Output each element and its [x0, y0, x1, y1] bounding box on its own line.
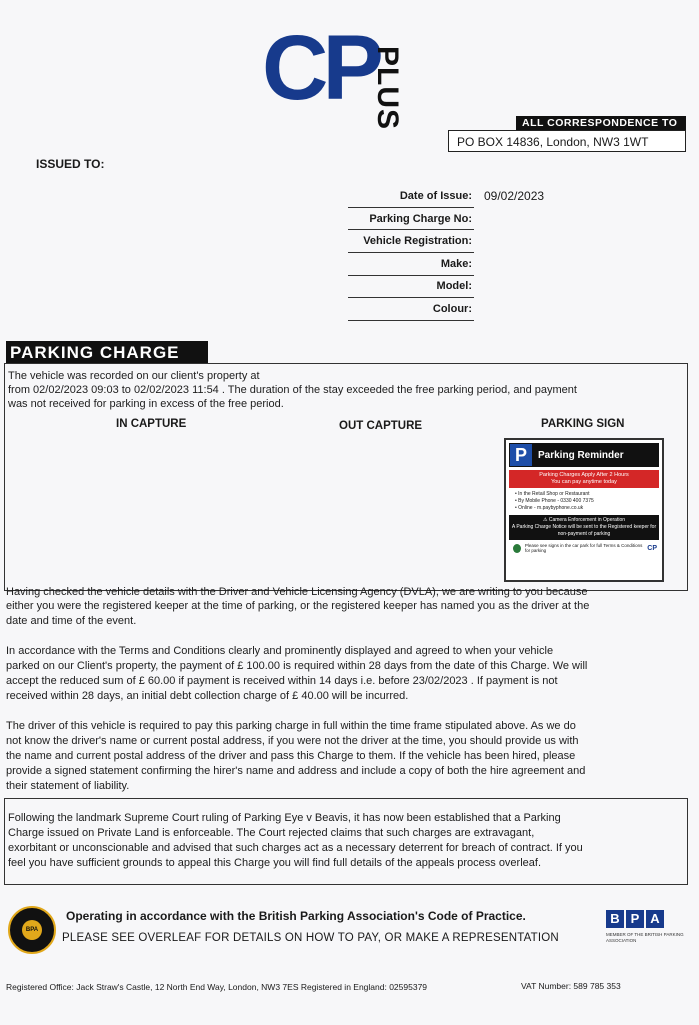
detail-label-charge-no: Parking Charge No:	[369, 213, 472, 225]
bpa-letter: P	[626, 910, 644, 928]
driver-line-1: The driver of this vehicle is required to pay this parking charge in full within the time frame stipulated above. As we do	[6, 720, 576, 732]
detail-divider	[348, 275, 474, 276]
detail-divider	[348, 252, 474, 253]
detail-label-make: Make:	[440, 258, 472, 270]
out-capture-label: OUT CAPTURE	[339, 420, 423, 432]
detail-label-registration: Vehicle Registration:	[363, 235, 472, 247]
recorded-line-3: was not received for parking in excess of the free period.	[8, 398, 284, 410]
sign-charges-line-2: You can pay anytime today	[551, 479, 617, 485]
sign-pay-list	[509, 488, 659, 515]
sign-camera-banner	[509, 515, 659, 540]
parking-charge-heading: PARKING CHARGE	[6, 341, 208, 363]
parking-p-icon: P	[510, 444, 532, 466]
list-item: • Online - m.paybyphone.co.uk	[515, 505, 584, 511]
court-line-1: Following the landmark Supreme Court ruling of Parking Eye v Beavis, it has now been established that a Parking	[8, 812, 561, 824]
detail-label-date: Date of Issue:	[399, 190, 472, 202]
in-capture-label: IN CAPTURE	[116, 418, 187, 430]
sign-header	[509, 443, 659, 467]
parking-sign-label: PARKING SIGN	[541, 418, 625, 430]
sign-footer	[509, 540, 659, 553]
detail-value-date: 09/02/2023	[484, 189, 545, 203]
vat-number: VAT Number: 589 785 353	[521, 981, 621, 991]
terms-line-1: In accordance with the Terms and Conditions clearly and prominently displayed and agreed to when your vehicle	[6, 645, 554, 657]
terms-line-2: parked on our Client's property, the payment of £ 100.00 is required within 28 days from the date of this Charge. We will	[6, 660, 588, 672]
detail-divider	[348, 229, 474, 230]
dvla-line-2: either you were the registered keeper at the time of parking, or the registered keeper has named you as the driver at the	[6, 600, 590, 612]
detail-label-model: Model:	[436, 280, 472, 292]
detail-label-colour: Colour:	[432, 303, 472, 315]
parking-sign-image	[504, 438, 664, 582]
bpa-letter: B	[606, 910, 624, 928]
driver-line-2: not know the driver's name or current postal address, if you were not the driver at the time, you should provide us with	[6, 735, 579, 747]
registered-office: Registered Office: Jack Straw's Castle, 12 North End Way, London, NW3 7ES Registered in England: 02595379	[6, 982, 428, 992]
seal-text: BPA	[22, 920, 42, 940]
sign-footer-text: Please see signs in the car park for full Terms & Conditions for parking	[524, 543, 643, 553]
court-line-3: exorbitant or unconscionable and advised that such charges act as a necessary deterrent for breach of contract. If you	[8, 842, 583, 854]
driver-line-5: their statement of liability.	[6, 780, 130, 792]
bpa-logo	[606, 910, 666, 928]
recorded-line-2: from 02/02/2023 09:03 to 02/02/2023 11:54 . The duration of the stay exceeded the free parking period, and payment	[8, 384, 577, 396]
sign-charges-banner	[509, 470, 659, 488]
logo-letters: CP	[262, 17, 378, 119]
dvla-line-1: Having checked the vehicle details with the Driver and Vehicle Licensing Agency (DVLA), we are writing to you because	[6, 586, 588, 598]
recorded-line-1: The vehicle was recorded on our client's property at	[8, 370, 260, 382]
correspondence-label: ALL CORRESPONDENCE TO	[516, 116, 686, 130]
detail-divider	[348, 297, 474, 298]
list-item: • In the Retail Shop or Restaurant	[515, 491, 590, 497]
court-line-2: Charge issued on Private Land is enforceable. The Court rejected claims that such charges are extravagant,	[8, 827, 535, 839]
logo-sub: PLUS	[371, 46, 404, 131]
sign-cp-logo: CP	[647, 544, 657, 552]
bpa-letter: A	[646, 910, 664, 928]
list-item: • By Mobile Phone - 0330 400 7375	[515, 498, 594, 504]
sign-camera-text: A Parking Charge Notice will be sent to the Registered keeper for non-payment of parking	[511, 524, 657, 537]
terms-line-3: accept the reduced sum of £ 60.00 if payment is received within 14 days i.e. before 23/02/2023 . If payment is not	[6, 675, 558, 687]
bpa-member-text: MEMBER OF THE BRITISH PARKING ASSOCIATION	[606, 932, 684, 943]
correspondence-address: PO BOX 14836, London, NW3 1WT	[448, 130, 686, 152]
detail-divider	[348, 320, 474, 321]
overleaf-instruction: PLEASE SEE OVERLEAF FOR DETAILS ON HOW TO PAY, OR MAKE A REPRESENTATION	[62, 932, 559, 944]
dvla-line-3: date and time of the event.	[6, 615, 137, 627]
terms-line-4: received within 28 days, an initial debt collection charge of £ 40.00 will be incurred.	[6, 690, 409, 702]
sign-camera-title: ⚠ Camera Enforcement in Operation	[542, 517, 626, 523]
driver-line-3: the name and current postal address of the driver and pass this Charge to them. If the vehicle has been hired, please	[6, 750, 576, 762]
detail-divider	[348, 207, 474, 208]
sign-charges-line-1: Parking Charges Apply After 2 Hours	[539, 472, 629, 478]
cp-plus-logo	[262, 17, 442, 131]
approved-operator-seal-icon	[8, 906, 56, 954]
court-line-4: feel you have sufficient grounds to appeal this Charge you will find full details of the appeals process overleaf.	[8, 857, 542, 869]
sign-title: Parking Reminder	[538, 449, 624, 461]
driver-line-4: provide a signed statement confirming the hirer's name and address and include a copy of both the hire agreement and	[6, 765, 586, 777]
info-circle-icon	[513, 544, 521, 553]
operating-statement: Operating in accordance with the British Parking Association's Code of Practice.	[66, 909, 526, 923]
issued-to-label: ISSUED TO:	[36, 157, 105, 171]
